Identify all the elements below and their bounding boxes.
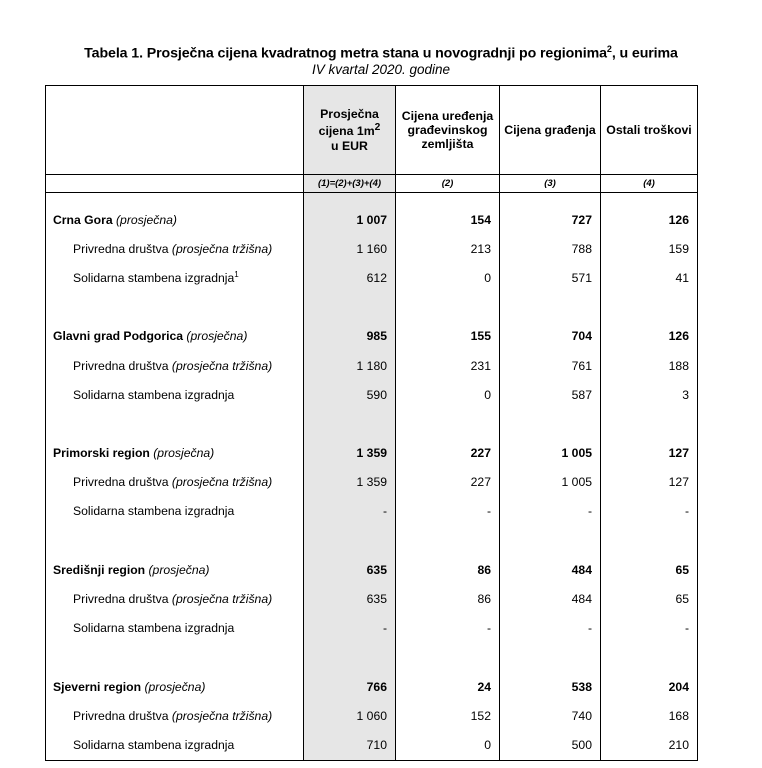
- value-cell: 0: [396, 380, 500, 409]
- header-land-cost: Cijena uređenja građevinskog zemljišta: [396, 86, 500, 175]
- value-cell: 210: [601, 730, 698, 760]
- value-cell: 1 180: [304, 351, 396, 380]
- region-row: [46, 555, 698, 584]
- header-average-price: Prosječna cijena $1m^2$ u EUR: [304, 86, 396, 175]
- formula-3: (3): [500, 175, 601, 193]
- subcategory-row: [46, 351, 698, 380]
- subcategory-label: [46, 584, 304, 613]
- region-note: (prosječna): [148, 562, 210, 577]
- subcategory-label: [46, 701, 304, 730]
- value-cell: 484: [500, 584, 601, 613]
- subcategory-row: [46, 263, 698, 292]
- subcategory-name: Privredna društva: [73, 241, 169, 256]
- value-cell: 587: [500, 380, 601, 409]
- spacer-row: [46, 643, 698, 672]
- region-note: (prosječna): [186, 329, 248, 344]
- value-cell: 571: [500, 263, 601, 292]
- region-row: [46, 205, 698, 234]
- region-name: Glavni grad Podgorica: [53, 329, 184, 344]
- region-row: [46, 439, 698, 468]
- subcategory-note: (prosječna tržišna): [171, 241, 273, 256]
- spacer-row: [46, 526, 698, 555]
- subcategory-name: Privredna društva: [73, 358, 169, 373]
- subcategory-note: (prosječna tržišna): [171, 358, 273, 373]
- table-subtitle: IV kvartal 2020. godine: [311, 62, 451, 77]
- region-label: [46, 672, 304, 701]
- header-construction-cost: Cijena građenja: [500, 86, 601, 175]
- region-label: [46, 322, 304, 351]
- value-cell: 1 005: [500, 468, 601, 497]
- subcategory-name: Solidarna stambena izgradnja: [73, 737, 235, 752]
- value-cell: 65: [601, 584, 698, 613]
- subcategory-label: [46, 380, 304, 409]
- value-cell: 188: [601, 351, 698, 380]
- value-cell: -: [396, 497, 500, 526]
- value-cell: 0: [396, 730, 500, 760]
- region-row: [46, 672, 698, 701]
- value-cell: 86: [396, 584, 500, 613]
- subcategory-name: Solidarna stambena izgradnja: [73, 504, 235, 519]
- subcategory-name: Privredna društva: [73, 708, 169, 723]
- formula-row: [46, 175, 698, 193]
- value-cell: 24: [396, 672, 500, 701]
- subcategory-row: [46, 614, 698, 643]
- value-cell: 766: [304, 672, 396, 701]
- value-cell: 0: [396, 263, 500, 292]
- value-cell: -: [396, 614, 500, 643]
- value-cell: 704: [500, 322, 601, 351]
- value-cell: 590: [304, 380, 396, 409]
- value-cell: 500: [500, 730, 601, 760]
- value-cell: 727: [500, 205, 601, 234]
- value-cell: 612: [304, 263, 396, 292]
- value-cell: 41: [601, 263, 698, 292]
- spacer-row: [46, 293, 698, 322]
- table-body: [46, 193, 698, 761]
- value-cell: -: [500, 614, 601, 643]
- value-cell: -: [304, 497, 396, 526]
- value-cell: 761: [500, 351, 601, 380]
- value-cell: 152: [396, 701, 500, 730]
- value-cell: 635: [304, 584, 396, 613]
- value-cell: 227: [396, 468, 500, 497]
- value-cell: 86: [396, 555, 500, 584]
- value-cell: 126: [601, 205, 698, 234]
- value-cell: 1 160: [304, 234, 396, 263]
- region-name: Primorski region: [53, 446, 150, 461]
- region-name: Središnji region: [53, 562, 146, 577]
- region-note: (prosječna): [116, 212, 177, 227]
- value-cell: 1 359: [304, 439, 396, 468]
- subcategory-label: [46, 263, 304, 292]
- value-cell: 213: [396, 234, 500, 263]
- value-cell: 126: [601, 322, 698, 351]
- region-note: (prosječna): [153, 446, 215, 461]
- subcategory-label: [46, 351, 304, 380]
- footnote-mark: 1: [234, 270, 239, 280]
- value-cell: 155: [396, 322, 500, 351]
- value-cell: 1 359: [304, 468, 396, 497]
- subcategory-label: [46, 730, 304, 760]
- subcategory-note: (prosječna tržišna): [171, 475, 273, 490]
- spacer-row: [46, 409, 698, 438]
- value-cell: -: [601, 497, 698, 526]
- formula-label-cell: [46, 175, 304, 193]
- value-cell: 227: [396, 439, 500, 468]
- value-cell: -: [500, 497, 601, 526]
- subcategory-label: [46, 614, 304, 643]
- subcategory-label: [46, 234, 304, 263]
- value-cell: 740: [500, 701, 601, 730]
- value-cell: 985: [304, 322, 396, 351]
- price-table: [45, 85, 698, 761]
- table-title: Tabela 1. Prosječna cijena kvadratnog metra stana u novogradnji po regionima$^2$, u eurima: [84, 44, 678, 62]
- value-cell: 484: [500, 555, 601, 584]
- value-cell: 231: [396, 351, 500, 380]
- value-cell: -: [601, 614, 698, 643]
- subcategory-name: Solidarna stambena izgradnja: [73, 271, 235, 286]
- value-cell: 1 005: [500, 439, 601, 468]
- value-cell: 710: [304, 730, 396, 760]
- title-footnote-mark: 2: [606, 44, 612, 54]
- subcategory-row: [46, 234, 698, 263]
- subcategory-name: Privredna društva: [73, 592, 169, 607]
- subcategory-row: [46, 701, 698, 730]
- subcategory-name: Solidarna stambena izgradnja: [73, 387, 235, 402]
- value-cell: -: [304, 614, 396, 643]
- region-label: [46, 439, 304, 468]
- region-note: (prosječna): [144, 679, 206, 694]
- value-cell: 127: [601, 439, 698, 468]
- subcategory-note: (prosječna tržišna): [171, 708, 273, 723]
- value-cell: 127: [601, 468, 698, 497]
- region-name: Crna Gora: [53, 212, 113, 227]
- header-other-costs: Ostali troškovi: [601, 86, 698, 175]
- subcategory-label: [46, 497, 304, 526]
- subcategory-name: Privredna društva: [73, 475, 169, 490]
- value-cell: 635: [304, 555, 396, 584]
- subcategory-row: [46, 468, 698, 497]
- value-cell: 3: [601, 380, 698, 409]
- subcategory-row: [46, 730, 698, 760]
- value-cell: 788: [500, 234, 601, 263]
- formula-1: (1)=(2)+(3)+(4): [304, 175, 396, 193]
- region-name: Sjeverni region: [53, 679, 142, 694]
- value-cell: 168: [601, 701, 698, 730]
- subcategory-row: [46, 380, 698, 409]
- region-label: [46, 555, 304, 584]
- header-label-cell: [46, 86, 304, 175]
- region-row: [46, 322, 698, 351]
- value-cell: 65: [601, 555, 698, 584]
- value-cell: 538: [500, 672, 601, 701]
- value-cell: 1 060: [304, 701, 396, 730]
- value-cell: 154: [396, 205, 500, 234]
- value-cell: 1 007: [304, 205, 396, 234]
- header-row: [46, 86, 698, 175]
- formula-4: (4): [601, 175, 698, 193]
- subcategory-row: [46, 584, 698, 613]
- subcategory-row: [46, 497, 698, 526]
- subcategory-note: (prosječna tržišna): [171, 592, 273, 607]
- formula-2: (2): [396, 175, 500, 193]
- value-cell: 159: [601, 234, 698, 263]
- value-cell: 204: [601, 672, 698, 701]
- region-label: [46, 205, 304, 234]
- subcategory-label: [46, 468, 304, 497]
- subcategory-name: Solidarna stambena izgradnja: [73, 621, 235, 636]
